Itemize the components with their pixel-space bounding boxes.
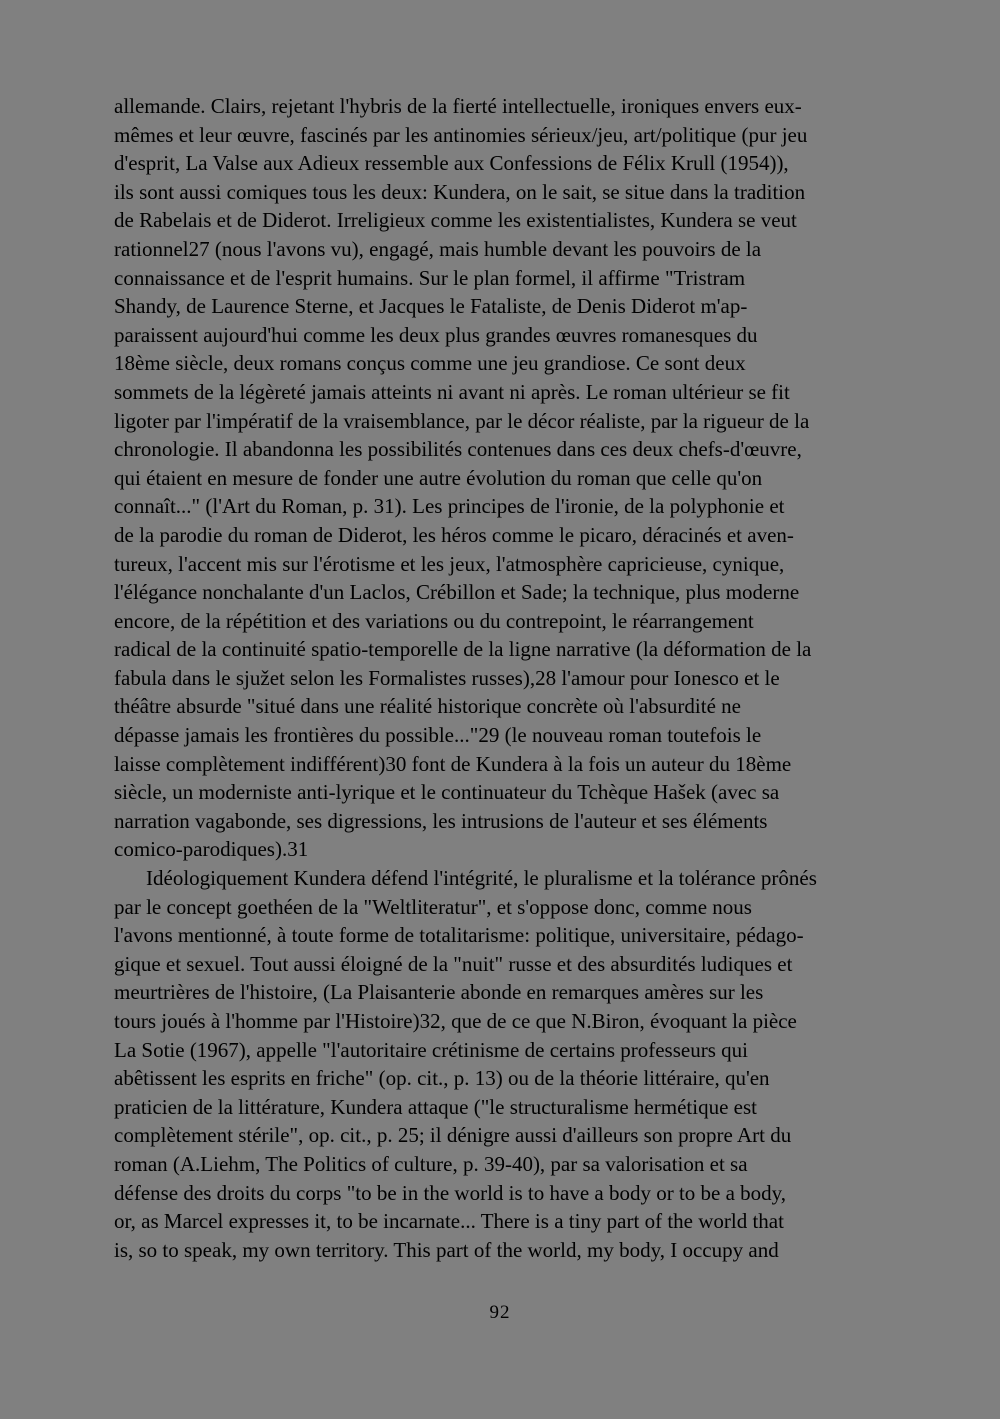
- text-line: d'esprit, La Valse aux Adieux ressemble aux Confessions de Félix Krull (1954)),: [114, 151, 789, 176]
- text-line: mêmes et leur œuvre, fascinés par les antinomies sérieux/jeu, art/politique (pur jeu: [114, 122, 808, 147]
- text-line: qui étaient en mesure de fonder une autre évolution du roman que celle qu'on: [114, 465, 763, 490]
- text-line: 18ème siècle, deux romans conçus comme une jeu grandiose. Ce sont deux: [114, 351, 746, 376]
- text-line: l'élégance nonchalante d'un Laclos, Crébillon et Sade; la technique, plus moderne: [114, 580, 800, 605]
- text-line: par le concept goethéen de la "Weltliteratur", et s'oppose donc, comme nous: [114, 894, 752, 919]
- text-line: siècle, un moderniste anti-lyrique et le continuateur du Tchèque Hašek (avec sa: [114, 780, 780, 805]
- text-line: sommets de la légèreté jamais atteints ni avant ni après. Le roman ultérieur se fit: [114, 379, 790, 404]
- text-line: radical de la continuité spatio-temporelle de la ligne narrative (la déformation de la: [114, 637, 812, 662]
- text-line: or, as Marcel expresses it, to be incarnate... There is a tiny part of the world that: [114, 1209, 784, 1234]
- text-line: connaissance et de l'esprit humains. Sur le plan formel, il affirme "Tristram: [114, 265, 746, 290]
- text-line: défense des droits du corps "to be in the world is to have a body or to be a body,: [114, 1180, 787, 1205]
- text-line: paraissent aujourd'hui comme les deux plus grandes œuvres romanesques du: [114, 322, 758, 347]
- text-line: is, so to speak, my own territory. This part of the world, my body, I occupy and: [114, 1237, 779, 1262]
- text-line: connaît..." (l'Art du Roman, p. 31). Les principes de l'ironie, de la polyphonie et: [114, 494, 785, 519]
- text-line: praticien de la littérature, Kundera attaque ("le structuralisme hermétique est: [114, 1094, 757, 1119]
- text-line: dépasse jamais les frontières du possible..."29 (le nouveau roman toutefois le: [114, 723, 762, 748]
- text-line: tours joués à l'homme par l'Histoire)32, que de ce que N.Biron, évoquant la pièce: [114, 1009, 797, 1033]
- text-line: rationnel27 (nous l'avons vu), engagé, mais humble devant les pouvoirs de la: [114, 236, 762, 261]
- body-text: [114, 92, 906, 1264]
- text-line: meurtrières de l'histoire, (La Plaisanterie abonde en remarques amères sur les: [114, 980, 764, 1005]
- text-line: complètement stérile", op. cit., p. 25; il dénigre aussi d'ailleurs son propre Art du: [114, 1123, 792, 1148]
- text-line: théâtre absurde "situé dans une réalité historique concrète où l'absurdité ne: [114, 694, 741, 719]
- text-line: encore, de la répétition et des variations ou du contrepoint, le réarrangement: [114, 608, 754, 633]
- text-line: ligoter par l'impératif de la vraisemblance, par le décor réaliste, par la rigueur de la: [114, 408, 810, 433]
- text-line: comico-parodiques).31: [114, 837, 309, 862]
- text-line: l'avons mentionné, à toute forme de totalitarisme: politique, universitaire, pédago-: [114, 923, 804, 948]
- text-line: roman (A.Liehm, The Politics of culture, p. 39-40), par sa valorisation et sa: [114, 1151, 748, 1176]
- text-line: ils sont aussi comiques tous les deux: Kundera, on le sait, se situe dans la tradition: [114, 179, 806, 204]
- paragraph-start-line: Idéologiquement Kundera défend l'intégrité, le pluralisme et la tolérance prônés: [146, 866, 817, 891]
- text-line: narration vagabonde, ses digressions, les intrusions de l'auteur et ses éléments: [114, 808, 768, 833]
- text-line: chronologie. Il abandonna les possibilités contenues dans ces deux chefs-d'œuvre,: [114, 437, 802, 462]
- text-line: fabula dans le sjužet selon les Formalistes russes),28 l'amour pour Ionesco et le: [114, 665, 780, 690]
- text-line: Shandy, de Laurence Sterne, et Jacques le Fataliste, de Denis Diderot m'ap-: [114, 294, 748, 319]
- text-line: de Rabelais et de Diderot. Irreligieux comme les existentialistes, Kundera se veut: [114, 208, 797, 233]
- text-line: abêtissent les esprits en friche" (op. cit., p. 13) ou de la théorie littéraire, qu'en: [114, 1066, 770, 1091]
- page-number: 92: [489, 1302, 511, 1323]
- text-line: gique et sexuel. Tout aussi éloigné de la "nuit" russe et des absurdités ludiques et: [114, 951, 793, 976]
- text-line: tureux, l'accent mis sur l'érotisme et les jeux, l'atmosphère capricieuse, cynique,: [114, 551, 785, 576]
- text-line: laisse complètement indifférent)30 font de Kundera à la fois un auteur du 18ème: [114, 751, 792, 776]
- text-line: de la parodie du roman de Diderot, les héros comme le picaro, déracinés et aven-: [114, 522, 794, 547]
- text-line: La Sotie (1967), appelle "l'autoritaire crétinisme de certains professeurs qui: [114, 1037, 748, 1062]
- text-line: allemande. Clairs, rejetant l'hybris de la fierté intellectuelle, ironiques envers eux-: [114, 94, 802, 118]
